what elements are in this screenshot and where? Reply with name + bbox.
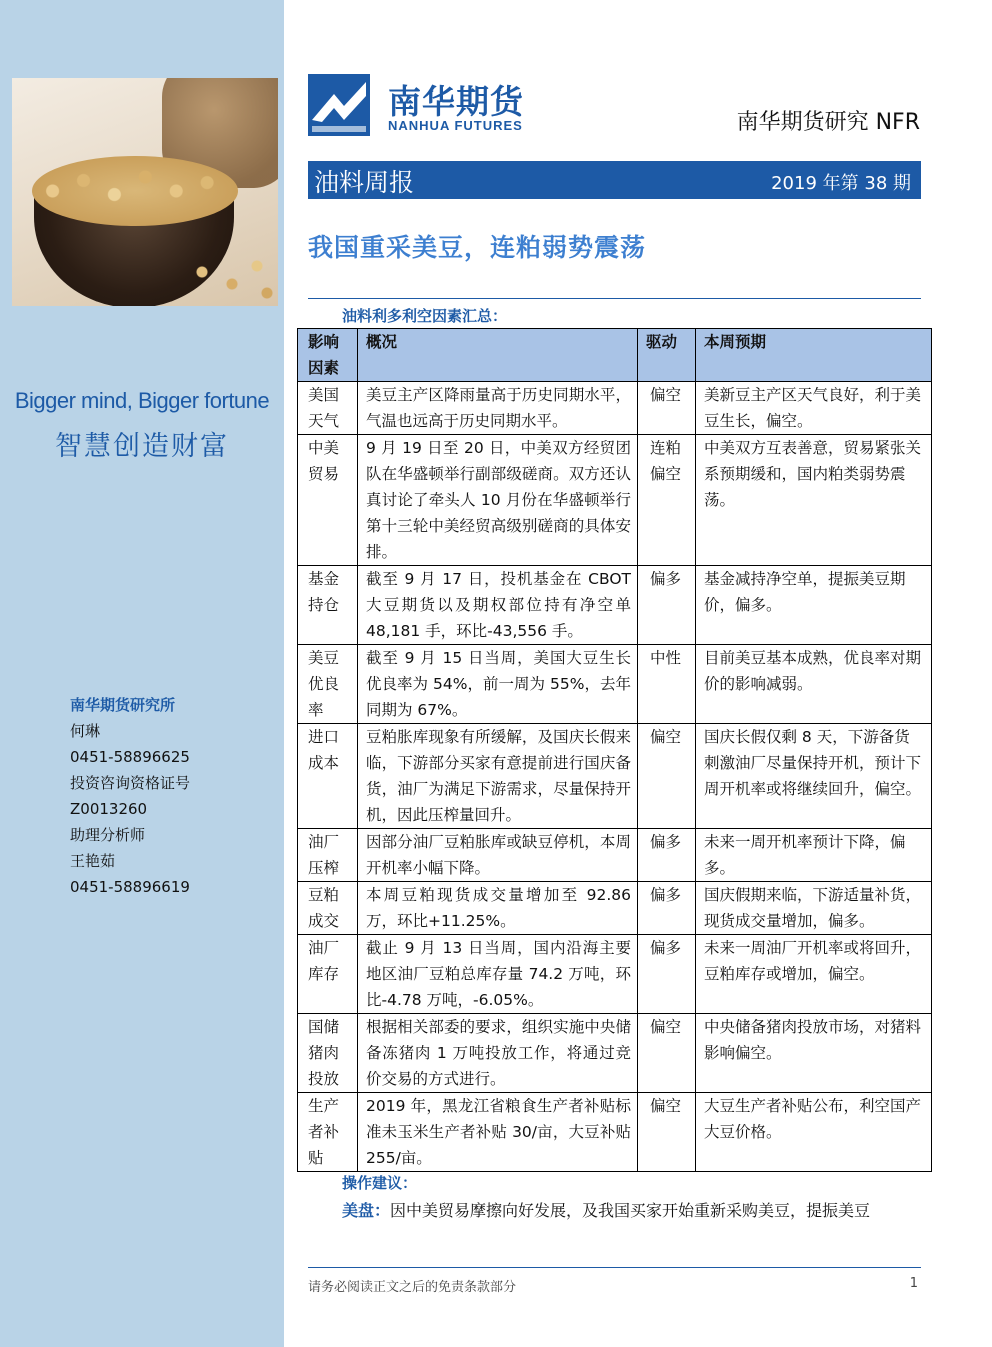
table-row bbox=[298, 1093, 932, 1172]
overview-cell: 本周豆粕现货成交量增加至 92.86 万，环比+11.25%。 bbox=[358, 882, 638, 935]
sidebar bbox=[0, 0, 284, 1347]
nanhua-logo-icon bbox=[308, 74, 370, 136]
page-number: 1 bbox=[909, 1276, 918, 1291]
factors-table bbox=[297, 328, 932, 1172]
header-driver: 驱动 bbox=[638, 329, 696, 382]
overview-cell: 截至 9 月 15 日当周，美国大豆生长优良率为 54%，前一周为 55%，去年同期为 67%。 bbox=[358, 645, 638, 724]
overview-cell: 截止 9 月 13 日当周，国内沿海主要地区油厂豆粕总库存量 74.2 万吨，环比-4.78 万吨，-6.05%。 bbox=[358, 935, 638, 1014]
footer-divider bbox=[308, 1267, 921, 1268]
header-factor: 影响因素 bbox=[298, 329, 358, 382]
assistant-name: 王艳茹 bbox=[70, 852, 116, 870]
table-row bbox=[298, 645, 932, 724]
operation-advice bbox=[342, 1198, 870, 1221]
brand-name-english: NANHUA FUTURES bbox=[388, 118, 523, 133]
outlook-cell: 大豆生产者补贴公布，利空国产大豆价格。 bbox=[696, 1093, 932, 1172]
disclaimer-note: 请务必阅读正文之后的免责条款部分 bbox=[308, 1280, 517, 1295]
assistant-phone: 0451-58896619 bbox=[70, 878, 190, 896]
driver-cell: 偏空 bbox=[638, 382, 696, 435]
section-divider bbox=[308, 298, 921, 299]
overview-cell: 根据相关部委的要求，组织实施中央储备冻猪肉 1 万吨投放工作，将通过竞价交易的方式进行。 bbox=[358, 1014, 638, 1093]
outlook-cell: 中美双方互表善意，贸易紧张关系预期缓和，国内粕类弱势震荡。 bbox=[696, 435, 932, 566]
driver-cell: 偏多 bbox=[638, 882, 696, 935]
factor-cell: 油厂库存 bbox=[298, 935, 358, 1014]
factor-cell: 基金持仓 bbox=[298, 566, 358, 645]
driver-cell: 偏多 bbox=[638, 566, 696, 645]
factor-cell: 中美贸易 bbox=[298, 435, 358, 566]
header-overview: 概况 bbox=[358, 329, 638, 382]
analyst-contact bbox=[70, 692, 190, 900]
table-row bbox=[298, 829, 932, 882]
overview-cell: 截至 9 月 17 日，投机基金在 CBOT 大豆期货以及期权部位持有净空单 48,181 手，环比-43,556 手。 bbox=[358, 566, 638, 645]
analyst-phone: 0451-58896625 bbox=[70, 748, 190, 766]
us-market-label: 美盘： bbox=[342, 1201, 391, 1220]
license-number: Z0013260 bbox=[70, 800, 148, 818]
driver-cell: 偏空 bbox=[638, 724, 696, 829]
overview-cell: 因部分油厂豆粕胀库或缺豆停机，本周开机率小幅下降。 bbox=[358, 829, 638, 882]
factor-cell: 美豆优良率 bbox=[298, 645, 358, 724]
report-headline: 我国重采美豆，连粕弱势震荡 bbox=[308, 233, 647, 262]
outlook-cell: 美新豆主产区天气良好，利于美豆生长，偏空。 bbox=[696, 382, 932, 435]
factor-cell: 豆粕成交 bbox=[298, 882, 358, 935]
outlook-cell: 目前美豆基本成熟，优良率对期价的影响减弱。 bbox=[696, 645, 932, 724]
table-row bbox=[298, 1014, 932, 1093]
report-issue: 2019 年第 38 期 bbox=[771, 173, 911, 194]
report-title: 油料周报 bbox=[314, 168, 415, 197]
driver-cell: 偏多 bbox=[638, 829, 696, 882]
overview-cell: 9 月 19 日至 20 日，中美双方经贸团队在华盛顿举行副部级磋商。双方还认真讨论了牵头人 10 月份在华盛顿举行第十三轮中美经贸高级别磋商的具体安排。 bbox=[358, 435, 638, 566]
overview-cell: 美豆主产区降雨量高于历史同期水平，气温也远高于历史同期水平。 bbox=[358, 382, 638, 435]
driver-cell: 偏空 bbox=[638, 1014, 696, 1093]
research-header: 南华期货研究 NFR bbox=[736, 110, 920, 135]
overview-cell: 2019 年，黑龙江省粮食生产者补贴标准未玉米生产者补贴 30/亩，大豆补贴 255/亩。 bbox=[358, 1093, 638, 1172]
factor-cell: 进口成本 bbox=[298, 724, 358, 829]
factor-cell: 油厂压榨 bbox=[298, 829, 358, 882]
driver-cell: 偏空 bbox=[638, 1093, 696, 1172]
operation-advice-title: 操作建议： bbox=[342, 1174, 418, 1192]
outlook-cell: 未来一周油厂开机率或将回升，豆粕库存或增加，偏空。 bbox=[696, 935, 932, 1014]
assistant-label: 助理分析师 bbox=[70, 826, 146, 844]
license-label: 投资咨询资格证号 bbox=[70, 774, 191, 792]
brand-name-chinese: 南华期货 bbox=[388, 82, 524, 121]
us-market-text: 因中美贸易摩擦向好发展，及我国买家开始重新采购美豆，提振美豆 bbox=[390, 1201, 871, 1220]
driver-cell: 中性 bbox=[638, 645, 696, 724]
table-row bbox=[298, 566, 932, 645]
slogan-chinese: 智慧创造财富 bbox=[55, 431, 229, 462]
outlook-cell: 未来一周开机率预计下降，偏多。 bbox=[696, 829, 932, 882]
driver-cell: 连粕偏空 bbox=[638, 435, 696, 566]
factor-cell: 美国天气 bbox=[298, 382, 358, 435]
table-row bbox=[298, 935, 932, 1014]
header-outlook: 本周预期 bbox=[696, 329, 932, 382]
table-row bbox=[298, 382, 932, 435]
report-banner bbox=[308, 161, 921, 199]
table-title: 油料利多利空因素汇总： bbox=[342, 307, 508, 325]
outlook-cell: 基金减持净空单，提振美豆期价，偏多。 bbox=[696, 566, 932, 645]
driver-cell: 偏多 bbox=[638, 935, 696, 1014]
slogan-english: Bigger mind, Bigger fortune bbox=[14, 388, 270, 413]
table-row bbox=[298, 882, 932, 935]
research-institute: 南华期货研究所 bbox=[70, 696, 176, 714]
factor-cell: 国储猪肉投放 bbox=[298, 1014, 358, 1093]
analyst-name: 何琳 bbox=[70, 722, 101, 740]
outlook-cell: 国庆长假仅剩 8 天，下游备货刺激油厂尽量保持开机，预计下周开机率或将继续回升，偏空。 bbox=[696, 724, 932, 829]
table-row bbox=[298, 724, 932, 829]
outlook-cell: 国庆假期来临，下游适量补货，现货成交量增加，偏多。 bbox=[696, 882, 932, 935]
soybean-photo bbox=[12, 78, 278, 306]
table-row bbox=[298, 435, 932, 566]
factor-cell: 生产者补贴 bbox=[298, 1093, 358, 1172]
table-header-row bbox=[298, 329, 932, 382]
overview-cell: 豆粕胀库现象有所缓解，及国庆长假来临，下游部分买家有意提前进行国庆备货，油厂为满足下游需求，尽量保持开机，因此压榨量回升。 bbox=[358, 724, 638, 829]
outlook-cell: 中央储备猪肉投放市场，对猪料影响偏空。 bbox=[696, 1014, 932, 1093]
